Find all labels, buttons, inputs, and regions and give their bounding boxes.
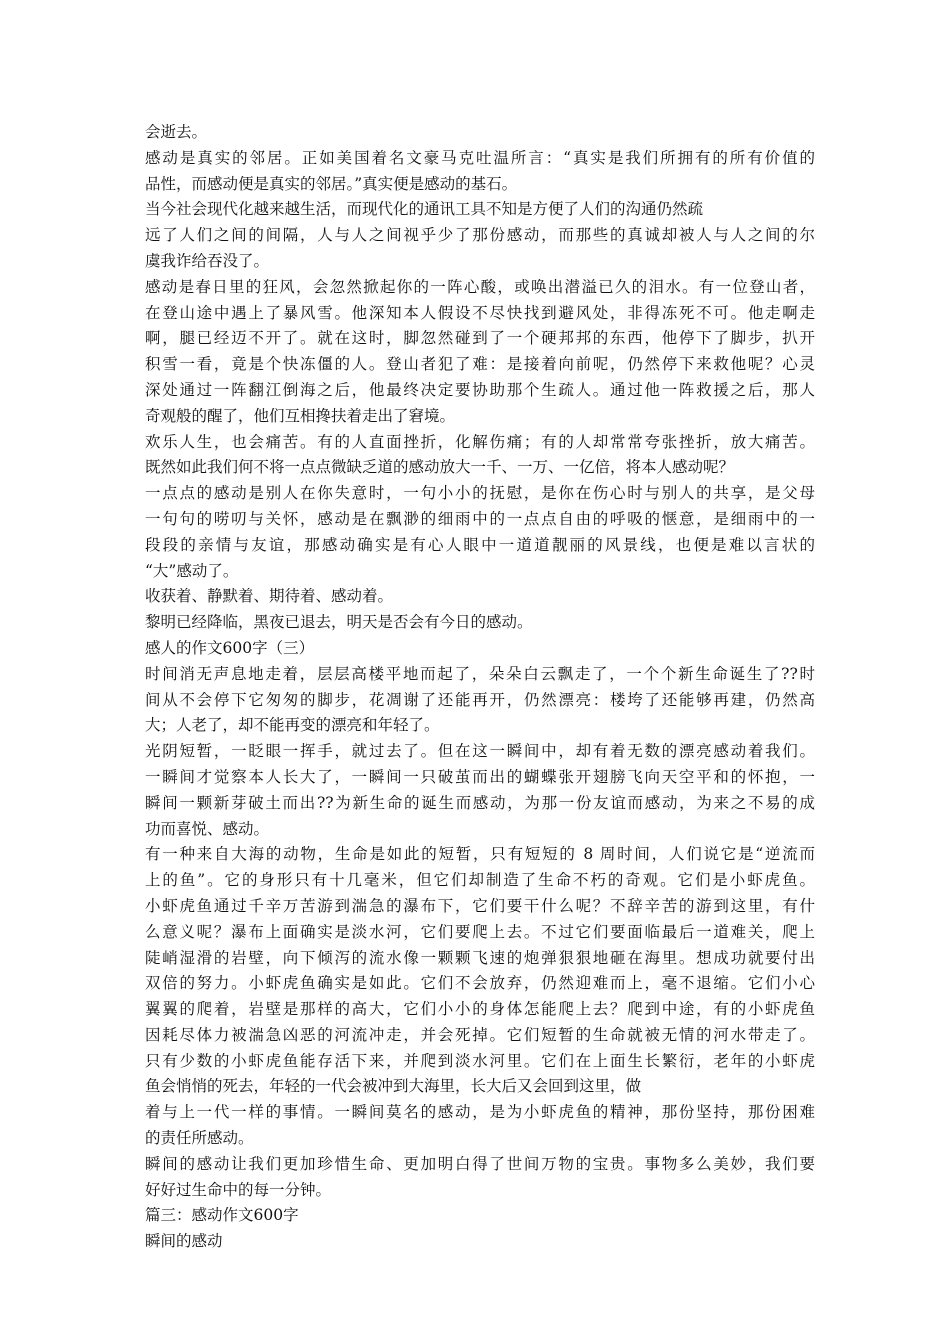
text-line: 小虾虎鱼通过千辛万苦游到湍急的瀑布下，它们要干什么呢？不辞辛苦的游到这里，有什 <box>145 896 815 915</box>
text-line: 双倍的努力。小虾虎鱼确实是如此。它们不会放弃，仍然迎难而上，毫不退缩。它们小心 <box>145 974 815 993</box>
text-line: 有一种来自大海的动物，生命是如此的短暂，只有短短的 8 周时间，人们说它是“逆流而 <box>145 845 815 864</box>
text-line: 陡峭湿滑的岩壁，向下倾泻的流水像一颗颗飞速的炮弹狠狠地砸在海里。想成功就要付出 <box>145 948 815 967</box>
text-line: 黎明已经降临，黑夜已退去，明天是否会有今日的感动。 <box>145 613 533 632</box>
text-line: 只有少数的小虾虎鱼能存活下来，并爬到淡水河里。它们在上面生长繁衍，老年的小虾虎 <box>145 1051 815 1070</box>
text-line: 着与上一代一样的事情。一瞬间莫名的感动，是为小虾虎鱼的精神，那份坚持，那份困难 <box>145 1103 815 1122</box>
text-line: 远了人们之间的间隔，人与人之间视乎少了那份感动，而那些的真诚却被人与人之间的尔 <box>145 226 815 245</box>
text-line: 一点点的感动是别人在你失意时，一句小小的抚慰，是你在伤心时与别人的共享，是父母 <box>145 484 815 503</box>
text-line: 间从不会停下它匆匆的脚步，花凋谢了还能再开，仍然漂亮：楼垮了还能够再建，仍然高 <box>145 690 815 709</box>
text-line: 在登山途中遇上了暴风雪。他深知本人假设不尽快找到避风处，非得冻死不可。他走啊走 <box>145 303 815 322</box>
text-line: 么意义呢？瀑布上面确实是淡水河，它们要爬上去。不过它们要面临最后一道难关，爬上 <box>145 922 815 941</box>
text-line: 翼翼的爬着，岩壁是那样的高大，它们小小的身体怎能爬上去？爬到中途，有的小虾虎鱼 <box>145 1000 815 1019</box>
text-line: 虞我诈给吞没了。 <box>145 251 270 270</box>
text-line: 奇观般的醒了，他们互相搀扶着走出了窘境。 <box>145 406 456 425</box>
chapter-heading: 篇三：感动作文600字 <box>145 1206 299 1225</box>
text-line: 既然如此我们何不将一点点微缺乏道的感动放大一千、一万、一亿倍，将本人感动呢？ <box>145 458 735 477</box>
text-line: 好好过生命中的每一分钟。 <box>145 1180 332 1199</box>
text-line: 收获着、静默着、期待着、感动着。 <box>145 587 394 606</box>
text-line: 因耗尽体力被湍急凶恶的河流冲走，并会死掉。它们短暂的生命就被无情的河水带走了。 <box>145 1025 815 1044</box>
text-line: 深处通过一阵翻江倒海之后，他最终决定要协助那个生疏人。通过他一阵救援之后，那人 <box>145 380 815 399</box>
text-line: 功而喜悦、感动。 <box>145 819 270 838</box>
text-line: 时间消无声息地走着，层层高楼平地而起了，朵朵白云飘走了，一个个新生命诞生了??时 <box>145 664 815 683</box>
text-line: 的责任所感动。 <box>145 1129 254 1148</box>
text-line: 欢乐人生，也会痛苦。有的人直面挫折，化解伤痛；有的人却常常夸张挫折，放大痛苦。 <box>145 432 815 451</box>
text-line: 瞬间一颗新芽破土而出??为新生命的诞生而感动，为那一份友谊而感动，为来之不易的成 <box>145 793 815 812</box>
text-line: 当今社会现代化越来越生活，而现代化的通讯工具不知是方便了人们的沟通仍然疏 <box>145 200 704 219</box>
text-line: 鱼会悄悄的死去，年轻的一代会被冲到大海里，长大后又会回到这里，做 <box>145 1077 642 1096</box>
text-line: 一句句的唠叨与关怀，感动是在飘渺的细雨中的一点点自由的呼吸的惬意，是细雨中的一 <box>145 509 815 528</box>
section-heading: 瞬间的感动 <box>145 1232 223 1251</box>
text-line: “大”感动了。 <box>145 561 239 580</box>
text-line: 感动是春日里的狂风，会忽然掀起你的一阵心酸，或唤出潜溢已久的泪水。有一位登山者， <box>145 277 815 296</box>
text-line: 上的鱼”。它的身形只有十几毫米，但它们却制造了生命不朽的奇观。它们是小虾虎鱼。 <box>145 871 815 890</box>
document-body <box>145 120 815 1255</box>
text-line: 品性，而感动便是真实的邻居。”真实便是感动的基石。 <box>145 174 518 193</box>
text-line: 会逝去。 <box>145 123 208 141</box>
section-heading: 感人的作文600字（三） <box>145 638 315 657</box>
text-line: 段段的亲情与友谊，那感动确实是有心人眼中一道道靓丽的风景线，也便是难以言状的 <box>145 535 815 554</box>
text-line: 大；人老了，却不能再变的漂亮和年轻了。 <box>145 716 440 735</box>
text-line: 感动是真实的邻居。正如美国着名文豪马克吐温所言：“真实是我们所拥有的所有价值的 <box>145 148 815 167</box>
text-line: 积雪一看，竟是个快冻僵的人。登山者犯了难：是接着向前呢，仍然停下来救他呢？心灵 <box>145 355 815 374</box>
text-line: 啊，腿已经迈不开了。就在这时，脚忽然碰到了一个硬邦邦的东西，他停下了脚步，扒开 <box>145 329 815 348</box>
text-line: 瞬间的感动让我们更加珍惜生命、更加明白得了世间万物的宝贵。事物多么美妙，我们要 <box>145 1154 815 1173</box>
text-line: 一瞬间才觉察本人长大了，一瞬间一只破茧而出的蝴蝶张开翅膀飞向天空平和的怀抱，一 <box>145 767 815 786</box>
text-line: 光阴短暂，一眨眼一挥手，就过去了。但在这一瞬间中，却有着无数的漂亮感动着我们。 <box>145 742 815 761</box>
